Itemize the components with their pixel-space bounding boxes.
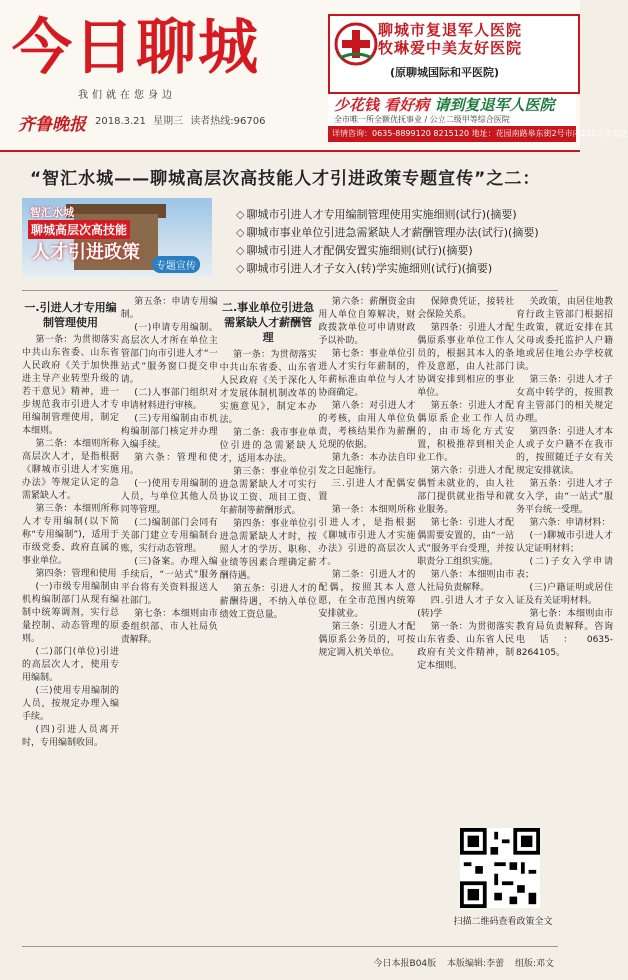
article-paragraph: (二)子女入学申请表； — [516, 557, 613, 580]
article-paragraph: 第一条：为贯彻落实中共山东省委、山东省人民政府《关于深化人才发展体制机制改革的实施意见》，制定本办法。 — [219, 350, 317, 425]
ad-hospital-alias: 牧琳爱中美友好医院 — [378, 39, 523, 57]
article-paragraph: 第二条：引进人才的配偶，按照其本人意愿，在全市范围内统筹安排就业。 — [318, 570, 416, 619]
article-paragraph: (三)户籍证明或居住证及有关证明材料。 — [516, 583, 613, 606]
dateline — [95, 112, 269, 127]
photo-caption-3: 专题宣传 — [152, 256, 200, 273]
article-paragraph: (三)使用专用编制的人员，按规定办理入编手续。 — [22, 686, 119, 722]
article-paragraph: (三)备案。办理入编手续后，“一站式”服务平台将有关资料报送人社部门。 — [120, 557, 218, 606]
footer-credits — [366, 956, 554, 969]
qr-code-icon[interactable] — [460, 828, 540, 908]
feature-list — [236, 206, 556, 278]
qr-caption: 扫描二维码查看政策全文 — [453, 917, 553, 927]
article-paragraph: 第七条：本细则由市教育局负责解释。咨询电话：0635-8264105。 — [516, 609, 613, 658]
article-paragraph: 第七条：引进人才配偶需要安置的，由“一站式”服务平台受理，并按职责分工组织实施。 — [417, 518, 515, 567]
masthead — [0, 0, 628, 152]
photo-caption-2: 人才引进政策 — [32, 242, 140, 263]
ad-banner — [328, 14, 580, 94]
article-paragraph: 第六条：薪酬资金由用人单位自筹解决，财政拨款单位可申请财政予以补助。 — [318, 297, 416, 346]
article-column — [121, 296, 218, 940]
article-paragraph: 第一条：为贯彻落实山东省委、山东省人民政府有关文件精神，制定本细则。 — [417, 622, 515, 671]
newspaper-title: 今日聊城 — [12, 13, 260, 83]
article-paragraph: 第九条：本办法自印发之日起施行。 — [318, 453, 416, 476]
article-paragraph: (二)编制部门会同有关部门建立专用编制台账，实行动态管理。 — [120, 518, 218, 554]
article-paragraph: 第五条：引进人才的薪酬待遇，不纳入单位绩效工资总量。 — [219, 584, 317, 620]
page-footer — [0, 946, 580, 980]
article-paragraph: 第六条：申请材料： — [529, 518, 611, 528]
feature-item[interactable]: ◇ 聊城市引进人才配偶安置实施细则(试行)(摘要) — [236, 244, 473, 257]
article-column — [220, 296, 317, 940]
feature-headline-text: “智汇水城——聊城高层次高技能人才引进政策专题宣传”之二： — [30, 169, 541, 189]
article-column — [318, 296, 415, 940]
reader-hotline: 读者热线:96706 — [190, 116, 266, 127]
ad-hospital-name: 聊城市复退军人医院 — [378, 21, 523, 39]
article-paragraph: 第四条：管理和使用 — [35, 569, 117, 579]
article-paragraph: 第二条：我市事业单位引进的急需紧缺人才，适用本办法。 — [219, 428, 317, 464]
article-paragraph: (三)专用编制由市机构编制部门核定并办理入编手续。 — [120, 414, 218, 450]
feature-item[interactable]: ◇ 聊城市引进人才专用编制管理使用实施细则(试行)(摘要) — [236, 208, 517, 221]
issue-date: 2018.3.21 — [95, 116, 146, 127]
feature-item[interactable]: ◇ 聊城市事业单位引进急需紧缺人才薪酬管理办法(试行)(摘要) — [236, 226, 539, 239]
page-label: 今日本报B04版 — [373, 959, 437, 969]
article-paragraph: (二)部门(单位)引进的高层次人才，使用专用编制。 — [22, 647, 119, 683]
article-paragraph: 第五条：引进人才配偶原系企业工作人员的，由市场化方式安置，积极推荐到相关企业工作。 — [417, 401, 515, 463]
article-paragraph: (四)引进人员离开时，专用编制收回。 — [22, 725, 119, 748]
article-column — [516, 296, 613, 816]
feature-section — [22, 164, 562, 280]
ad-slogan-a: 少花钱 看好病 — [334, 96, 430, 114]
feature-photo — [22, 198, 212, 278]
article-column — [22, 296, 119, 940]
article-paragraph: 第七条：事业单位引进人才实行年薪制的，年薪标准由单位与人才协商确定。 — [318, 349, 416, 398]
article-paragraph: 第七条：本细则由市委组织部、市人社局负责解释。 — [120, 609, 218, 645]
brand-logo: 齐鲁晚报 — [18, 115, 86, 135]
article-paragraph: 保障费凭证，接转社会保险关系。 — [417, 297, 515, 320]
article-paragraph: 第四条：引进人才配偶原系事业单位工作人员的，根据其本人的条件及意愿，由人社部门协调安排到相应的事业单位。 — [417, 323, 515, 398]
section-heading: 一.引进人才专用编制管理使用 — [24, 301, 117, 329]
article-paragraph: 第五条：申请专用编制。 — [120, 297, 218, 320]
editor-credit: 本版编辑:李蕾 — [447, 959, 505, 969]
article-paragraph: (一)市级专用编制由机构编制部门从现有编制中统筹调剂，实行总量控制、动态管理的原则。 — [22, 582, 119, 644]
article-paragraph: (一)申请专用编制。高层次人才所在单位主管部门向市引进人才“一站式”服务窗口提交申请。 — [120, 323, 218, 385]
article-paragraph: 第六条：管理和使用。 — [120, 453, 218, 476]
article-paragraph: 第二条：本细则所称高层次人才，是指根据《聊城市引进人才实施办法》等规定认定的急需紧缺人才。 — [22, 439, 119, 501]
feature-item[interactable]: ◇ 聊城市引进人才子女入(转)学实施细则(试行)(摘要) — [236, 262, 493, 275]
article-paragraph: 第一条：为贯彻落实中共山东省委、山东省人民政府《关于加快推进主导产业转型升级的若干意见》精神，进一步规范我市引进人才专用编制管理使用，制定本细则。 — [22, 335, 119, 436]
article-paragraph: 第三条：事业单位引进急需紧缺人才可实行协议工资、项目工资、年薪制等薪酬形式。 — [219, 467, 317, 516]
article-paragraph: 第五条：引进人才子女入学，由“一站式”服务平台统一受理。 — [516, 479, 613, 515]
article-paragraph: 第八条：本细则由市人社局负责解释。 — [417, 570, 515, 593]
ad-slogan-b: 请到复退军人医院 — [434, 96, 555, 114]
masthead-slogan: 我们就在您身边 — [78, 90, 176, 101]
article-paragraph: 第三条：引进人才配偶原系公务员的，可按规定调入机关单位。 — [318, 622, 416, 658]
article-paragraph: 第六条：引进人才配偶暂未就业的，由人社部门提供就业指导和就业服务。 — [417, 466, 515, 515]
article-paragraph: 第三条：引进人才子女高中转学的，按照教育主管部门的相关规定办理。 — [516, 375, 613, 424]
ad-contact: 详情咨询：0635-8899120 8215120 地址：花园南路皋东街2号市内235公交直达 — [328, 126, 576, 142]
article-paragraph: 第八条：对引进人才的考核，由用人单位负责，考核结果作为薪酬兑现的依据。 — [318, 401, 416, 450]
article-paragraph: 第三条：本细则所称人才专用编制(以下简称“专用编制”)，适用于市级党委、政府直属的事业单位。 — [22, 504, 119, 566]
ad-hospital-former: (原聊城国际和平医院) — [390, 66, 500, 79]
design-credit: 组版:邓文 — [514, 959, 554, 969]
photo-caption-1: 聊城高层次高技能 — [28, 220, 130, 239]
issue-weekday: 星期三 — [153, 116, 184, 127]
article-paragraph: (一)使用专用编制的人员，与单位其他人员同等管理。 — [120, 479, 218, 515]
article-paragraph: 第四条：引进人才本人或子女户籍不在我市的，按照随迁子女有关规定安排就读。 — [516, 427, 613, 476]
section-heading: 二.事业单位引进急需紧缺人才薪酬管理 — [222, 301, 315, 344]
article-paragraph: 四.引进人才子女入(转)学 — [417, 596, 515, 619]
footer-rule — [22, 946, 558, 947]
ad-slogan — [328, 94, 576, 126]
article-paragraph: 第一条：本细则所称引进人才，是指根据《聊城市引进人才实施办法》引进的高层次人才。 — [318, 505, 416, 567]
hospital-logo-icon — [334, 20, 378, 68]
article-paragraph: (二)人事部门组织对申请材料进行审核。 — [120, 388, 218, 411]
article-paragraph: 第四条：事业单位引进急需紧缺人才时，按照人才的学历、职称、业绩等因素合理确定薪酬待遇。 — [219, 519, 317, 581]
hospital-ad — [328, 14, 628, 142]
article-paragraph: 三.引进人才配偶安置 — [318, 479, 416, 502]
ad-tags: 全市唯一所全额优抚事业 / 公立二级甲等综合医院 — [334, 115, 510, 124]
section-divider — [22, 290, 558, 291]
article-paragraph: (一)聊城市引进人才认定证明材料； — [516, 531, 613, 554]
article-paragraph: 关政策，由居住地教育行政主管部门根据招生政策，就近安排在其父母或委托监护人户籍地或居住地公办学校就读。 — [516, 297, 613, 372]
photo-caption-0: 智汇水城 — [30, 206, 74, 219]
